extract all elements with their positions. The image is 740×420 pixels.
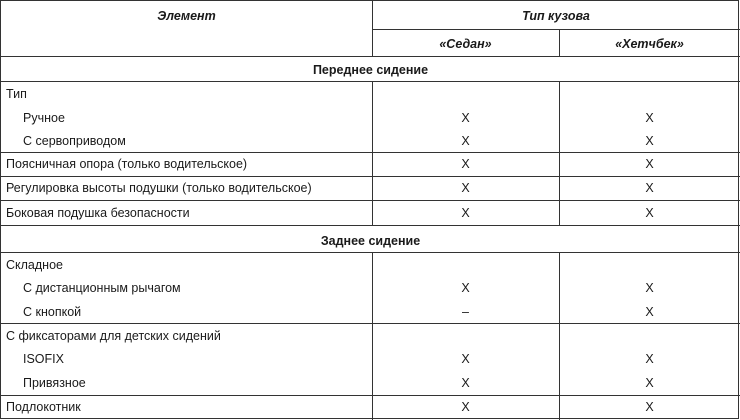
rule-rear-folding: [1, 323, 740, 324]
section-title-rear: Заднее сидение: [320, 234, 421, 248]
rule-rear-child: [1, 395, 740, 396]
rule-col2-header: [559, 29, 560, 56]
cell-manual-hatch: X: [645, 111, 654, 125]
cell-lumbar-sedan: X: [461, 157, 470, 171]
cell-tethered-hatch: X: [645, 376, 654, 390]
row-label-side-airbag: Боковая подушка безопасности: [6, 206, 190, 220]
rule-front-airbag: [1, 225, 740, 226]
rule-header-bottom: [1, 56, 740, 57]
header-body-type: Тип кузова: [522, 9, 590, 23]
row-label-button: С кнопкой: [23, 305, 82, 319]
rule-front-height: [1, 200, 740, 201]
cell-isofix-sedan: X: [461, 352, 470, 366]
row-label-remote-lever: С дистанционным рычагом: [23, 281, 181, 295]
rule-rear-title: [1, 252, 740, 253]
cell-servo-sedan: X: [461, 134, 470, 148]
cell-manual-sedan: X: [461, 111, 470, 125]
section-title-front: Переднее сидение: [312, 63, 429, 77]
cell-armrest-sedan: X: [461, 400, 470, 414]
cell-airbag-sedan: X: [461, 206, 470, 220]
rule-front-title: [1, 81, 740, 82]
row-label-servo: С сервоприводом: [23, 134, 126, 148]
row-label-height: Регулировка высоты подушки (только водительское): [6, 181, 312, 195]
row-label-armrest: Подлокотник: [6, 400, 81, 414]
cell-button-sedan: –: [462, 305, 469, 319]
header-hatchback: «Хетчбек»: [615, 37, 684, 51]
row-label-folding: Складное: [6, 258, 63, 272]
rule-col1-front: [372, 81, 373, 225]
cell-tethered-sedan: X: [461, 376, 470, 390]
cell-servo-hatch: X: [645, 134, 654, 148]
header-sedan: «Седан»: [439, 37, 492, 51]
row-label-child-seat: С фиксаторами для детских сидений: [6, 329, 221, 343]
rule-col2-front: [559, 81, 560, 225]
cell-height-hatch: X: [645, 181, 654, 195]
rule-col1-rear: [372, 252, 373, 420]
row-label-lumbar: Поясничная опора (только водительское): [6, 157, 248, 171]
header-element: Элемент: [157, 9, 216, 23]
rule-front-lumbar: [1, 176, 740, 177]
cell-lumbar-hatch: X: [645, 157, 654, 171]
rule-header-sub: [372, 29, 740, 30]
cell-height-sedan: X: [461, 181, 470, 195]
row-label-manual: Ручное: [23, 111, 65, 125]
cell-isofix-hatch: X: [645, 352, 654, 366]
cell-button-hatch: X: [645, 305, 654, 319]
row-label-tethered: Привязное: [23, 376, 86, 390]
rule-col2-rear: [559, 252, 560, 420]
cell-lever-sedan: X: [461, 281, 470, 295]
rule-front-type: [1, 152, 740, 153]
cell-armrest-hatch: X: [645, 400, 654, 414]
row-label-type: Тип: [6, 87, 27, 101]
cell-lever-hatch: X: [645, 281, 654, 295]
rule-col1-header: [372, 1, 373, 56]
cell-airbag-hatch: X: [645, 206, 654, 220]
row-label-isofix: ISOFIX: [23, 352, 64, 366]
